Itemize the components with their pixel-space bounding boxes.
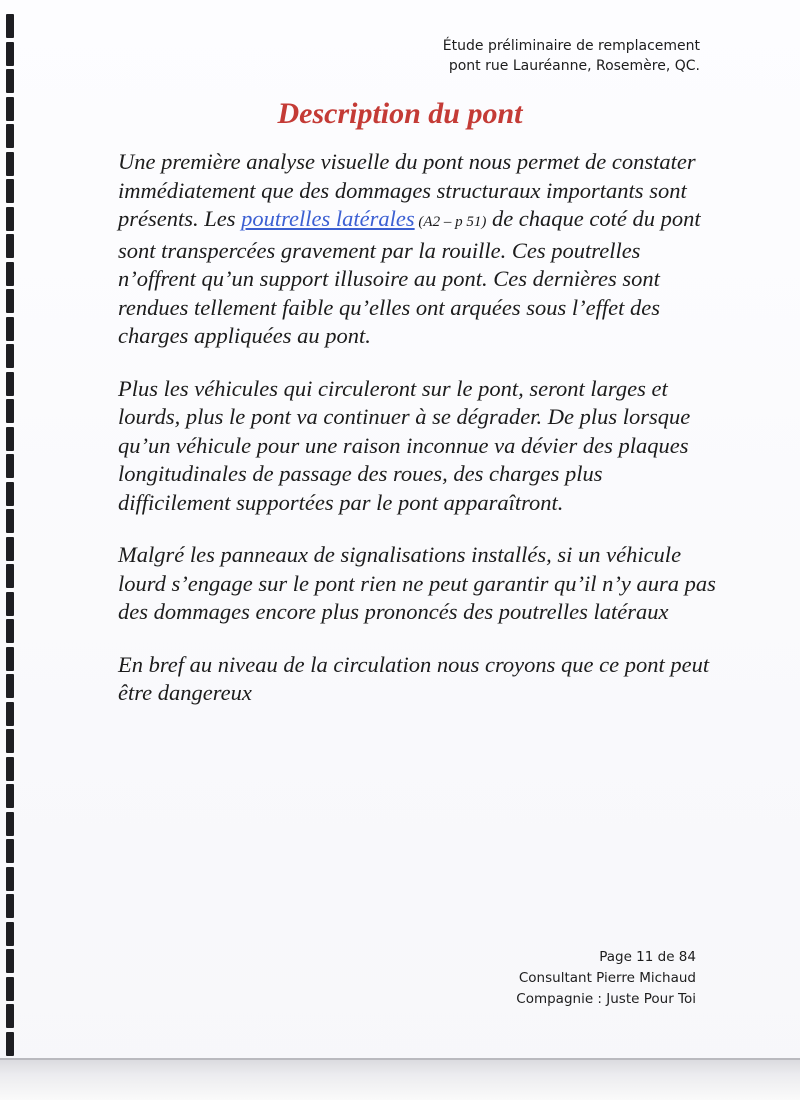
binding-mark (6, 647, 14, 671)
binding-mark (6, 894, 14, 918)
binding-mark (6, 69, 14, 93)
spiral-binding (0, 0, 22, 1060)
paragraph-1-text-a: Une première analyse visuelle du pont nous permet de constater immédiatement que des dommages structuraux importants sont présents. Les (118, 149, 696, 231)
binding-mark (6, 922, 14, 946)
binding-mark (6, 977, 14, 1001)
body-text (118, 148, 718, 732)
binding-mark (6, 454, 14, 478)
header-line-2: pont rue Lauréanne, Rosemère, QC. (448, 58, 700, 74)
header-line-1: Étude préliminaire de remplacement (442, 38, 700, 54)
binding-mark (6, 867, 14, 891)
binding-mark (6, 757, 14, 781)
binding-mark (6, 674, 14, 698)
binding-mark (6, 207, 14, 231)
binding-mark (6, 509, 14, 533)
page-edge-line (0, 1058, 800, 1060)
paragraph-4: En bref au niveau de la circulation nous croyons que ce pont peut être dangereux (118, 651, 710, 705)
binding-mark (6, 152, 14, 176)
binding-mark (6, 179, 14, 203)
binding-mark (6, 949, 14, 973)
paragraph-1 (118, 148, 718, 351)
paragraph-1-text-b: de chaque coté du pont sont transpercées gravement par la rouille. Ces poutrelles n’offrent qu’un support illusoire au pont. Ces dernières sont rendues tellement faible qu’elles ont arquées sous l’effet des charges appliquées au pont. (118, 206, 701, 348)
binding-mark (6, 537, 14, 561)
binding-mark (6, 839, 14, 863)
binding-mark (6, 262, 14, 286)
binding-mark (6, 317, 14, 341)
page-footer (516, 947, 696, 1010)
page-header (443, 36, 700, 76)
reference-note: (A2 – p 51) (414, 214, 487, 230)
binding-mark (6, 289, 14, 313)
scan-bottom-edge (0, 1058, 800, 1100)
binding-mark (6, 702, 14, 726)
binding-mark (6, 344, 14, 368)
binding-mark (6, 729, 14, 753)
page-number: Page 11 de 84 (599, 949, 696, 965)
paragraph-3: Malgré les panneaux de signalisations installés, si un véhicule lourd s’engage sur le pont rien ne peut garantir qu’il n’y aura pas des dommages encore plus prononcés des poutrelles latéraux (118, 542, 716, 624)
binding-mark (6, 784, 14, 808)
company-name: Compagnie : Juste Pour Toi (516, 991, 696, 1007)
binding-mark (6, 427, 14, 451)
binding-mark (6, 592, 14, 616)
paragraph-2: Plus les véhicules qui circuleront sur le pont, seront larges et lourds, plus le pont va continuer à se dégrader. De plus lorsque qu’un véhicule pour une raison inconnue va dévier des plaques longitudinales de passage des roues, des charges plus difficilement supportées par le pont apparaîtront. (118, 375, 691, 515)
binding-mark (6, 812, 14, 836)
binding-mark (6, 234, 14, 258)
binding-mark (6, 482, 14, 506)
poutrelles-laterales-link[interactable]: poutrelles latérales (241, 206, 415, 231)
section-title: Description du pont (277, 97, 523, 130)
binding-mark (6, 1004, 14, 1028)
binding-mark (6, 42, 14, 66)
binding-mark (6, 1032, 14, 1056)
binding-mark (6, 564, 14, 588)
binding-mark (6, 14, 14, 38)
binding-mark (6, 399, 14, 423)
consultant-name: Consultant Pierre Michaud (518, 970, 696, 986)
binding-mark (6, 619, 14, 643)
binding-mark (6, 372, 14, 396)
